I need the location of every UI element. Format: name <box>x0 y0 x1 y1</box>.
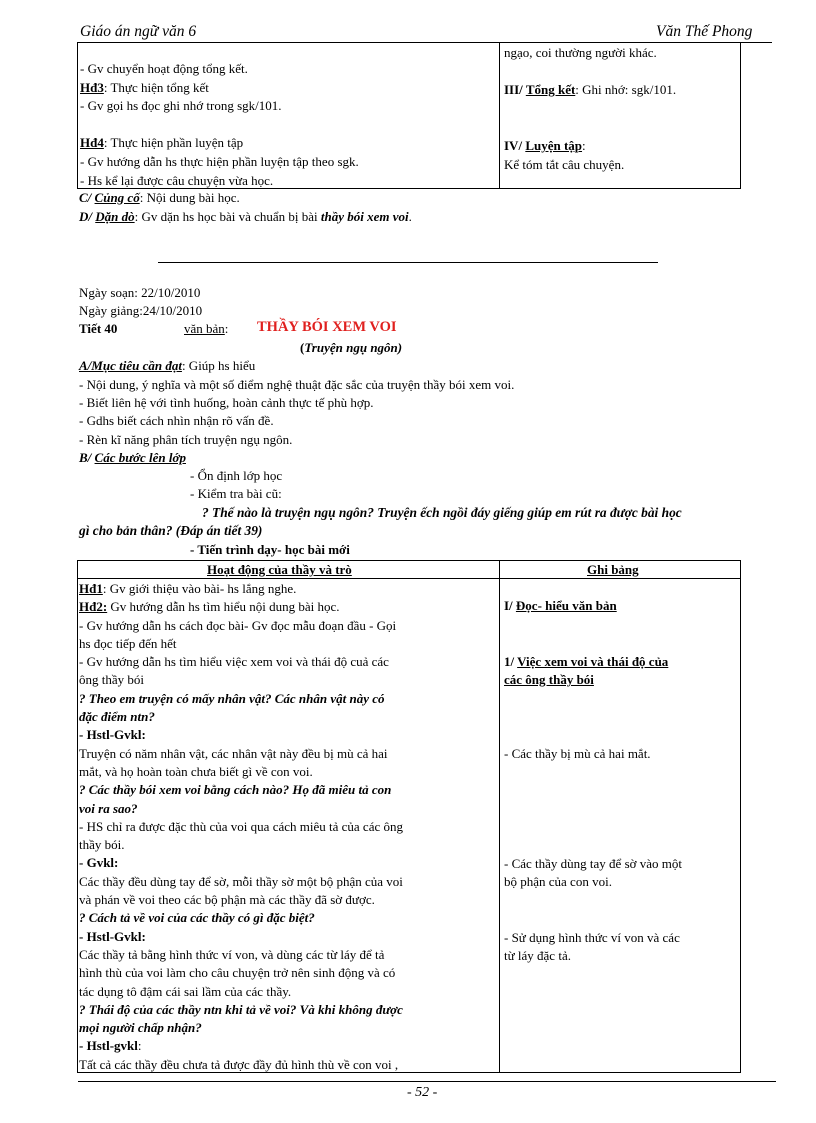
top-left-line: - Gv hướng dẫn hs thực hiện phần luyện tập theo sgk. <box>80 153 359 169</box>
footer-rule <box>78 1081 776 1082</box>
top-left-line: - Gv gọi hs đọc ghi nhớ trong sgk/101. <box>80 98 282 114</box>
muctieu-item: - Rèn kĩ năng phân tích truyện ngụ ngôn. <box>79 432 293 447</box>
left-line: hình thù của voi làm cho câu chuyện trở nên sinh động và có <box>79 965 396 981</box>
table-head-left: Hoạt động của thầy và trò <box>207 562 352 577</box>
right-note: - Các thầy bị mù cả hai mắt. <box>504 746 651 761</box>
table-head-right: Ghi bảng <box>587 562 639 577</box>
hd1-line: Hđ1: Gv giới thiệu vào bài- hs lắng nghe. <box>79 581 297 596</box>
hd2-line: Hđ2: Gv hướng dẫn hs tìm hiểu nội dung bài học. <box>79 599 340 615</box>
header-left: Giáo án ngữ văn 6 <box>80 23 197 40</box>
tientrinh: - Tiến trình dạy- học bài mới <box>190 542 350 557</box>
ngay-giang: Ngày giảng:24/10/2010 <box>79 303 203 318</box>
left-line: - HS chỉ ra được đặc thù của voi qua cách miêu tả của các ông <box>79 818 403 834</box>
left-line: Truyện có năm nhân vật, các nhân vật này đều bị mù cả hai <box>79 745 388 761</box>
cacbuoc-item: - Kiểm tra bài cũ: <box>190 486 282 501</box>
muctieu-item: - Gdhs biết cách nhìn nhận rõ vấn đề. <box>79 413 274 428</box>
top-left-line: - Gv chuyển hoạt động tổng kết. <box>80 61 248 76</box>
left-line: Các thầy đều dùng tay để sờ, mỗi thầy sờ một bộ phận của voi <box>79 873 403 889</box>
cacbuoc-item: - Ổn định lớp học <box>190 468 283 483</box>
question: đặc điểm ntn? <box>79 709 155 725</box>
header-right: Văn Thế Phong <box>656 23 753 40</box>
left-line: Các thầy tả bằng hình thức ví von, và dùng các từ láy để tả <box>79 946 385 962</box>
right-note: từ láy đặc tả. <box>504 948 571 963</box>
left-line: tác dụng tô đậm cái sai lầm của các thầy. <box>79 983 292 999</box>
ngay-soan: Ngày soạn: 22/10/2010 <box>79 285 201 300</box>
right-note: bộ phận của con voi. <box>504 874 612 889</box>
tiet: Tiết 40 <box>79 321 118 336</box>
question: ? Theo em truyện có mấy nhân vật? Các nhân vật này có <box>79 690 385 706</box>
luyentap-text: Kể tóm tắt câu chuyện. <box>504 156 625 172</box>
right-section-2: 1/ Việc xem voi và thái độ của <box>504 654 669 669</box>
left-line: - Gv hướng dẫn hs tìm hiểu việc xem voi và thái độ cuả các <box>79 654 389 670</box>
top-left-line: - Hs kể lại được câu chuyện vừa học. <box>80 172 274 188</box>
question: ? Các thầy bói xem voi bằng cách nào? Họ đã miêu tả con <box>79 782 392 798</box>
cacbuoc-heading: B/ Các bước lên lớp <box>79 450 186 465</box>
answer-label: - Hstl-gvkl: <box>79 1038 142 1054</box>
question: voi ra sao? <box>79 800 138 816</box>
top-right-line: ngạo, coi thường người khác. <box>504 45 657 60</box>
right-section-1: I/ Đọc- hiểu văn bản <box>504 598 617 613</box>
left-line: mắt, và họ hoàn toàn chưa biết gì về con voi. <box>79 763 313 779</box>
question: ? Thái độ của các thầy ntn khi tả về voi? Và khi không được <box>79 1001 403 1017</box>
kiemtra-question: ? Thế nào là truyện ngụ ngôn? Truyện ếch ngồi đáy giếng giúp em rút ra được bài học <box>202 505 682 520</box>
right-note: - Các thầy dùng tay để sờ vào một <box>504 856 683 871</box>
cungco-line: C/ Củng cố: Nội dung bài học. <box>79 190 240 205</box>
left-line: ông thầy bói <box>79 672 144 688</box>
answer-label: - Hstl-Gvkl: <box>79 928 146 944</box>
kiemtra-question: gì cho bản thân? (Đáp án tiết 39) <box>79 523 263 538</box>
lesson-subtitle: (Truyện ngụ ngôn) <box>300 340 403 355</box>
left-line: và phán về voi theo các bộ phận mà các thầy đã sờ được. <box>79 892 375 908</box>
tongket-line: III/ Tổng kết: Ghi nhớ: sgk/101. <box>504 82 677 98</box>
question: ? Cách tả về voi của các thầy có gì đặc biệt? <box>79 910 315 926</box>
top-table-left <box>80 60 359 190</box>
muctieu-heading: A/Mục tiêu cần đạt: Giúp hs hiểu <box>79 358 256 373</box>
hd3-line: Hđ3: Thực hiện tổng kết <box>80 79 209 95</box>
left-line: - Gv hướng dẫn hs cách đọc bài- Gv đọc mẫu đoạn đầu - Gọi <box>79 617 397 633</box>
muctieu-item: - Biết liên hệ với tình huống, hoàn cảnh thực tế phù hợp. <box>79 395 374 410</box>
question: mọi người chấp nhận? <box>79 1020 202 1036</box>
dando-line: D/ Dặn dò: Gv dặn hs học bài và chuẩn bị bài thầy bói xem voi. <box>79 209 412 224</box>
luyentap-line: IV/ Luyện tập: <box>504 137 586 153</box>
left-line: Tất cả các thầy đều chưa tả được đầy đủ hình thù về con voi , <box>79 1056 399 1072</box>
top-table-right <box>504 44 676 174</box>
left-line: hs đọc tiếp đến hết <box>79 635 177 651</box>
left-line: thầy bói. <box>79 837 125 853</box>
muctieu-item: - Nội dung, ý nghĩa và một số điểm nghệ thuật đặc sắc của truyện thầy bói xem voi. <box>79 377 515 392</box>
header-rule <box>78 42 772 43</box>
hd4-line: Hđ4: Thực hiện phần luyện tập <box>80 135 244 151</box>
right-section-2b: các ông thầy bói <box>504 672 594 687</box>
page-number: - 52 - <box>407 1085 438 1100</box>
table-left-col <box>79 580 403 1074</box>
lesson-title: THẦY BÓI XEM VOI <box>257 319 397 335</box>
van-ban-label: văn bản: <box>184 321 229 336</box>
section-divider <box>158 262 658 263</box>
answer-label: - Hstl-Gvkl: <box>79 727 146 743</box>
answer-label: - Gvkl: <box>79 855 119 871</box>
right-note: - Sử dụng hình thức ví von và các <box>504 930 680 945</box>
